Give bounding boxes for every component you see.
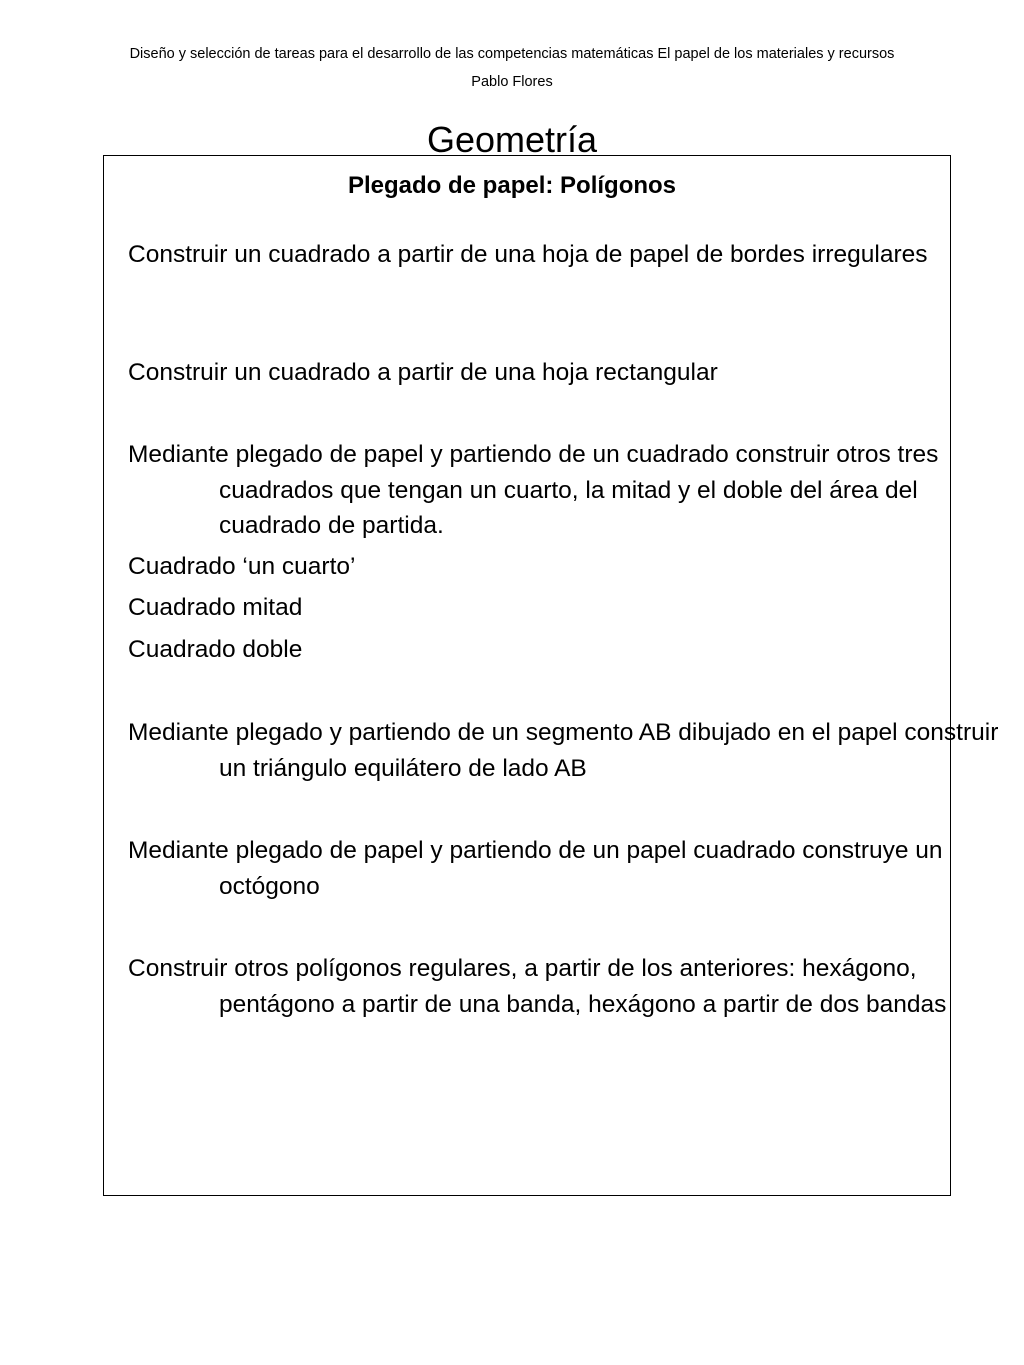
task-item: Mediante plegado de papel y partiendo de un papel cuadrado construye un octógono (128, 837, 943, 900)
box-title: Plegado de papel: Polígonos (347, 172, 677, 199)
page-title: Geometría (426, 119, 598, 160)
task-subitem: Cuadrado doble (128, 636, 303, 663)
task-item: Construir un cuadrado a partir de una hoja de papel de bordes irregulares (128, 241, 928, 268)
task-subitem: Cuadrado mitad (128, 594, 303, 621)
task-item: Construir otros polígonos regulares, a partir de los anteriores: hexágono, pentágono a partir de una banda, hexágono a partir de dos bandas (128, 955, 947, 1018)
task-box (103, 155, 951, 1196)
task-item: Mediante plegado y partiendo de un segmento AB dibujado en el papel construir un triángulo equilátero de lado AB (128, 719, 999, 782)
document-header-title: Diseño y selección de tareas para el desarrollo de las competencias matemáticas El papel de los materiales y recursos (129, 46, 895, 62)
document-header-author: Pablo Flores (471, 74, 553, 90)
task-item: Mediante plegado de papel y partiendo de un cuadrado construir otros tres cuadrados que tengan un cuarto, la mitad y el doble del área del cuadrado de partida. (128, 441, 939, 539)
task-subitem: Cuadrado ‘un cuarto’ (128, 553, 356, 580)
task-item: Construir un cuadrado a partir de una hoja rectangular (128, 359, 718, 386)
